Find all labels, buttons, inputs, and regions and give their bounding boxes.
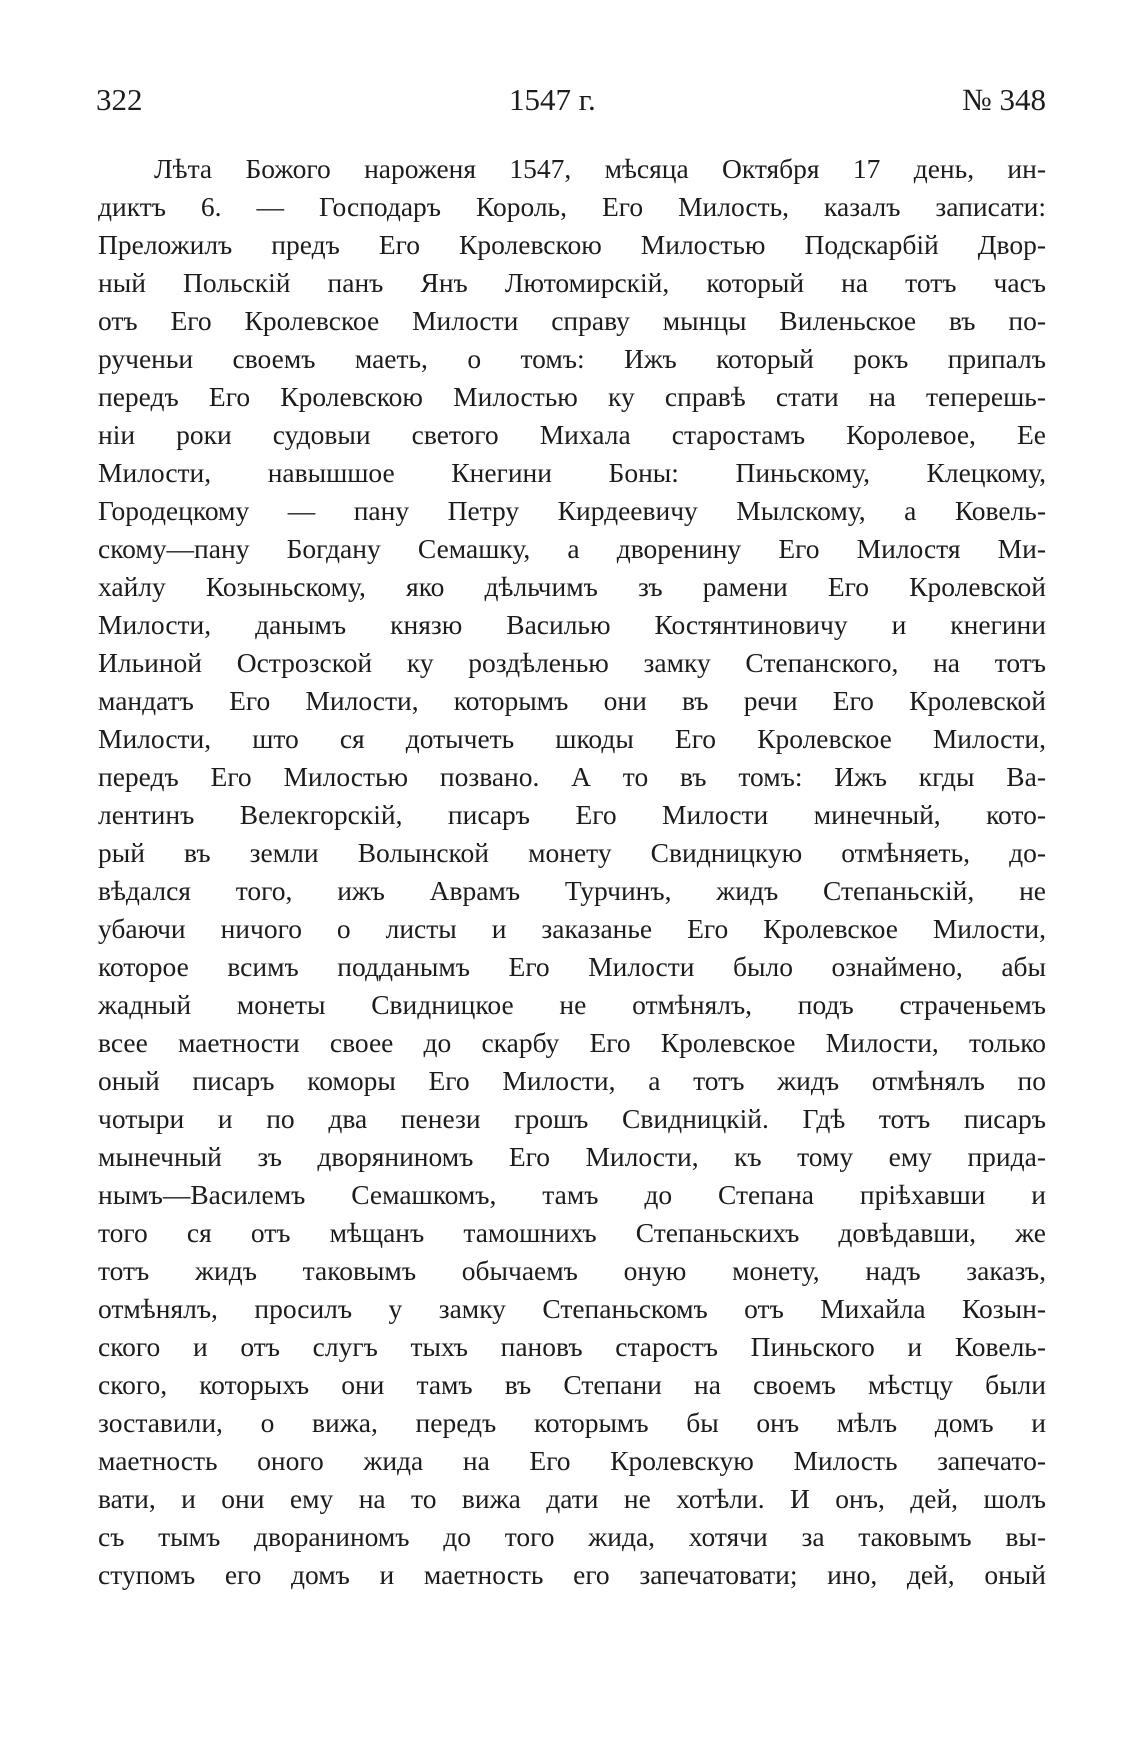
document-number: № 348 [962, 82, 1046, 117]
text-line: хайлу Козыньскому, яко дѣльчимъ зъ рамени Его Кролевской [98, 571, 1046, 602]
header-year: 1547 г. [509, 82, 596, 117]
text-line: чотыри и по два пенези грошъ Свидницкій. Гдѣ тотъ писаръ [98, 1103, 1046, 1134]
text-line: Преложилъ предъ Его Кролевскою Милостью Подскарбій Двор- [98, 229, 1046, 260]
text-line: ского, которыхъ они тамъ въ Степани на своемъ мѣстцу были [98, 1369, 1046, 1400]
text-line: зоставили, о вижа, передъ которымъ бы онъ мѣлъ домъ и [98, 1407, 1046, 1438]
text-line: вѣдался того, ижъ Аврамъ Турчинъ, жидъ Степаньскій, не [98, 875, 1046, 906]
page-number: 322 [96, 82, 143, 117]
text-line: ный Польскій панъ Янъ Лютомирскій, который на тотъ часъ [98, 267, 1046, 298]
text-line: нымъ—Василемъ Семашкомъ, тамъ до Степана пріѣхавши и [98, 1179, 1046, 1210]
text-line: съ тымъ дворaниномъ до того жида, хотячи за таковымъ вы- [98, 1521, 1046, 1552]
text-line: диктъ 6. — Господаръ Король, Его Милость, казалъ записати: [98, 191, 1046, 222]
text-line: Милости, данымъ князю Василью Костянтиновичу и кнегини [98, 609, 1046, 640]
text-line: отъ Его Кролевское Милости справу мынцы Виленьское въ по- [98, 305, 1046, 336]
text-line: скому—пану Богдану Семашку, а дворенину Его Милостя Ми- [98, 533, 1046, 564]
text-line: оный писаръ коморы Его Милости, а тотъ жидъ отмѣнялъ по [98, 1065, 1046, 1096]
text-line: Городецкому — пану Петру Кирдеевичу Мылскому, а Ковель- [98, 495, 1046, 526]
text-line: Милости, навышшое Кнегини Боны: Пиньскому, Клецкому, [98, 457, 1046, 488]
text-line: рученьи своемъ маеть, о томъ: Ижъ который рокъ припалъ [98, 343, 1046, 374]
text-line: тотъ жидъ таковымъ обычаемъ оную монету, надъ заказъ, [98, 1255, 1046, 1286]
text-line: передъ Его Милостью позвано. А то въ томъ: Ижъ кгды Ва- [98, 761, 1046, 792]
text-line: Ильиной Острозской ку роздѣленью замку Степанского, на тотъ [98, 647, 1046, 678]
text-line: ступомъ его домъ и маетность его запечатовати; ино, дей, оный [98, 1559, 1046, 1590]
text-line: передъ Его Кролевскою Милостью ку справѣ стати на теперешь- [98, 381, 1046, 412]
text-line: ніи роки судовыи светого Михала старостамъ Королевое, Ее [98, 419, 1046, 450]
text-line: ского и отъ слугъ тыхъ пановъ староcтъ Пиньского и Ковель- [98, 1331, 1046, 1362]
text-line: отмѣнялъ, просилъ у замку Степаньскомъ отъ Михайла Козын- [98, 1293, 1046, 1324]
text-line: мынечный зъ дворяниномъ Его Милости, къ тому ему прида- [98, 1141, 1046, 1172]
body-text [98, 150, 1046, 1594]
text-line: того ся отъ мѣщанъ тамошнихъ Степаньскихъ довѣдавши, же [98, 1217, 1046, 1248]
text-line: жадный монеты Свидницкое не отмѣнялъ, подъ страченьемъ [98, 989, 1046, 1020]
text-line: вати, и они ему на то вижа дати не хотѣли. И онъ, дей, шолъ [98, 1483, 1046, 1514]
text-line: всее маетности своее до скарбу Его Кролевское Милости, только [98, 1027, 1046, 1058]
text-line: маетность оного жида на Его Кролевскую Милость запечато- [98, 1445, 1046, 1476]
text-line: Лѣта Божого нароженя 1547, мѣсяца Октября 17 день, ин- [154, 153, 1046, 184]
text-line: лентинъ Велекгорскій, писаръ Его Милости минечный, кото- [98, 799, 1046, 830]
text-line: рый въ земли Волынской монету Свидницкую отмѣняеть, до- [98, 837, 1046, 868]
text-line: которое всимъ подданымъ Его Милости было ознаймено, абы [98, 951, 1046, 982]
text-line: убаючи ничого о листы и заказанье Его Кролевское Милости, [98, 913, 1046, 944]
text-line: Милости, што ся дотычеть шкоды Его Кролевское Милости, [98, 723, 1046, 754]
text-line: мандатъ Его Милости, которымъ они въ речи Его Кролевской [98, 685, 1046, 716]
page-header [96, 78, 1046, 122]
